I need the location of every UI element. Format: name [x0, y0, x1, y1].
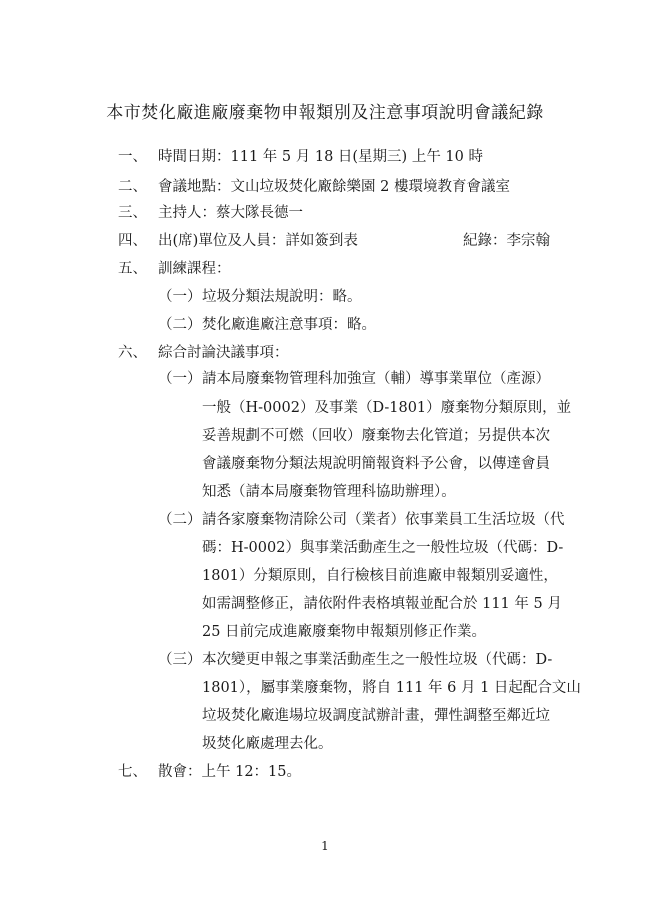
item-4-text: 出(席)單位及人員：詳如簽到表 [158, 233, 358, 249]
item-5-number: 五、 [118, 261, 147, 277]
resolution-3-line-2: 1801），屬事業廢棄物，將自 111 年 6 月 1 日起配合文山 [202, 680, 581, 696]
resolution-2-line-2: 碼：H-0002）與事業活動產生之一般性垃圾（代碼：D- [202, 540, 564, 556]
item-6-text: 綜合討論決議事項： [158, 345, 289, 361]
resolution-1-line-2: 一般（H-0002）及事業（D-1801）廢棄物分類原則，並 [202, 400, 572, 416]
resolution-3-line-3: 垃圾焚化廠進場垃圾調度試辦計畫，彈性調整至鄰近垃 [202, 708, 550, 724]
recorder: 紀錄：李宗翰 [463, 233, 550, 249]
resolution-3-line-4: 圾焚化廠處理去化。 [202, 736, 333, 752]
item-1-number: 一、 [118, 149, 147, 165]
item-2-text: 會議地點：文山垃圾焚化廠餘樂園 2 樓環境教育會議室 [158, 179, 510, 195]
document-title: 本市焚化廠進廠廢棄物申報類別及注意事項說明會議紀錄 [106, 103, 544, 123]
item-7-text: 散會：上午 12：15。 [158, 764, 302, 780]
item-3-text: 主持人：蔡大隊長德一 [158, 205, 303, 221]
page-number: 1 [321, 839, 329, 853]
item-6-number: 六、 [118, 345, 147, 361]
training-2-text: 焚化廠進廠注意事項：略。 [202, 317, 376, 333]
item-7-number: 七、 [118, 764, 147, 780]
item-4-number: 四、 [118, 233, 147, 249]
resolution-2-line-3: 1801）分類原則，自行檢核目前進廠申報類別妥適性， [202, 568, 558, 584]
resolution-3-line-1: 本次變更申報之事業活動產生之一般性垃圾（代碼：D- [202, 652, 553, 668]
training-2-number: （二） [158, 317, 202, 333]
resolution-3-number: （三） [158, 652, 202, 668]
item-2-number: 二、 [118, 179, 147, 195]
resolution-1-number: （一） [158, 371, 202, 387]
resolution-1-line-1: 請本局廢棄物管理科加強宣（輔）導事業單位（產源） [202, 371, 550, 387]
training-1-number: （一） [158, 289, 202, 305]
item-1-text: 時間日期：111 年 5 月 18 日(星期三) 上午 10 時 [158, 149, 483, 165]
training-1-text: 垃圾分類法規說明：略。 [202, 289, 362, 305]
resolution-2-line-5: 25 日前完成進廠廢棄物申報類別修正作業。 [202, 624, 487, 640]
resolution-1-line-4: 會議廢棄物分類法規說明簡報資料予公會，以傳達會員 [202, 456, 550, 472]
resolution-2-number: （二） [158, 512, 202, 528]
item-3-number: 三、 [118, 205, 147, 221]
resolution-2-line-4: 如需調整修正，請依附件表格填報並配合於 111 年 5 月 [202, 596, 562, 612]
resolution-2-line-1: 請各家廢棄物清除公司（業者）依事業員工生活垃圾（代 [202, 512, 565, 528]
resolution-1-line-3: 妥善規劃不可燃（回收）廢棄物去化管道；另提供本次 [202, 428, 550, 444]
item-5-text: 訓練課程： [158, 261, 231, 277]
resolution-1-line-5: 知悉（請本局廢棄物管理科協助辦理）。 [202, 484, 456, 500]
